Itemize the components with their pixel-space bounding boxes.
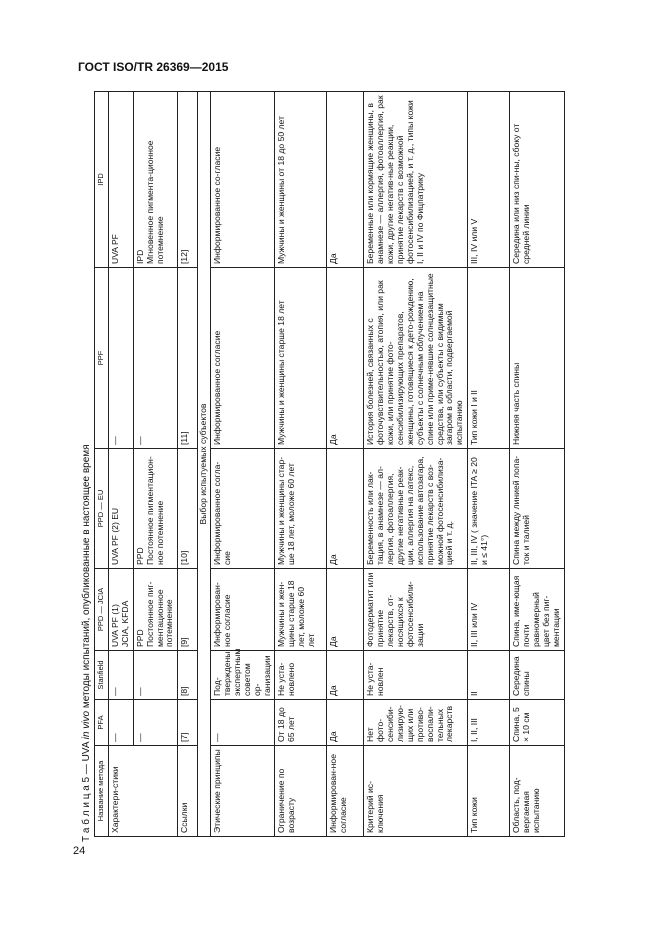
row-label-age: Ограничение по возрасту	[275, 746, 327, 837]
cell-exclusion: Беременность или лак-тация, в анамнезе — ал-лергия, фотоаллергия, другие негативные реак-ции, аллергия на латекс, использование автозагара, принятие лекарств с воз-можной фотосенсибилиза-цией и т. д.	[364, 449, 468, 569]
row-label-characteristics: Характери-стики	[109, 746, 178, 837]
rotated-table-container	[94, 92, 561, 837]
col-header-ppd-jcia: PPD — JCIA	[95, 569, 109, 651]
caption-italic: in vivo	[81, 710, 92, 740]
cell-age: Мужчины и женщины старше 18 лет	[275, 268, 327, 449]
cell-consent: Да	[327, 651, 364, 700]
cell-consent: Да	[327, 268, 364, 449]
cell-char-b: —	[133, 700, 178, 746]
table-header-row	[95, 92, 109, 837]
page-number: 24	[73, 845, 86, 857]
table-row-area	[510, 92, 564, 837]
cell-char-a: —	[109, 700, 134, 746]
cell-age: Мужчины и женщины от 18 до 50 лет	[275, 92, 327, 268]
cell-char-a: UVA PF	[109, 92, 134, 268]
row-label-consent: Информирован-ное согласие	[327, 746, 364, 837]
cell-area: Спина, 5 × 10 см	[510, 700, 564, 746]
cell-age: Мужчины и женщины стар-ше 18 лет, моложе 60 лет	[275, 449, 327, 569]
cell-char-b: PPD Постоянное пигментацион-ное потемнение	[133, 449, 178, 569]
cell-reference: [10]	[178, 449, 198, 569]
cell-ethics: Информирован-ное согласие	[211, 569, 275, 651]
cell-consent: Да	[327, 569, 364, 651]
col-header-ppd-eu: PPD — EU	[95, 449, 109, 569]
col-header-method: Название метода	[95, 746, 109, 837]
col-header-ppf: PPF	[95, 268, 109, 449]
row-label-exclusion: Критерий ис-ключения	[364, 746, 468, 837]
col-header-stanfield: Stanfield	[95, 651, 109, 700]
cell-ethics: Информированное со-гласие	[211, 92, 275, 268]
table-row-characteristics-detail	[133, 92, 178, 837]
cell-char-a: —	[109, 651, 134, 700]
row-label-area: Область, под-вергаемая испытанию	[510, 746, 564, 837]
cell-age: От 18 до 65 лет	[275, 700, 327, 746]
cell-reference: [12]	[178, 92, 198, 268]
table-caption	[81, 88, 92, 842]
cell-reference: [8]	[178, 651, 198, 700]
cell-exclusion: Беременные или кормящие женщины, в анамнезе — аллергия, фотоаллергия, рак кожи, другие негатив-ные реакции, принятие лекарств с возможной фотосенсибилизацией, и т. д., типы кожи I, II и IV по Фицпатрику	[364, 92, 468, 268]
cell-exclusion: Нет фото-сенсиби-лизирую-щих или противо-воспали-тельных лекарств	[364, 700, 468, 746]
cell-consent: Да	[327, 700, 364, 746]
cell-skin-type: II	[468, 651, 510, 700]
table-row-characteristics	[109, 92, 134, 837]
document-header-title: ГОСТ ISO/TR 26369—2015	[78, 60, 229, 74]
table-row-skin-type	[468, 92, 510, 837]
cell-char-b: IPD Мгновенное пигмента-ционное потемнение	[133, 92, 178, 268]
cell-skin-type: II, III, IV ( значение ITA ≥ 20 и ≤ 41°)	[468, 449, 510, 569]
cell-reference: [7]	[178, 700, 198, 746]
cell-skin-type: Тип кожи I и II	[468, 268, 510, 449]
cell-skin-type: I, II, III	[468, 700, 510, 746]
cell-char-b: —	[133, 651, 178, 700]
cell-char-a: —	[109, 268, 134, 449]
col-header-ipd: IPD	[95, 92, 109, 268]
cell-exclusion: Фотодерматит или принятие лекарств, от-носящихся к фотосенсибили-зации	[364, 569, 468, 651]
cell-reference: [11]	[178, 268, 198, 449]
caption-prefix: Т а б л и ц а 5 — UVA	[81, 739, 92, 842]
cell-area: Середина или низ спи-ны, сбоку от средней линии	[510, 92, 564, 268]
table-row-exclusion	[364, 92, 468, 837]
cell-ethics: Информированное согла-сие	[211, 449, 275, 569]
cell-char-b: PPD Постоянное пиг-ментационное потемнение	[133, 569, 178, 651]
caption-rest: методы испытаний, опубликованные в настоящее время	[81, 444, 92, 711]
cell-age: Не уста-новлено	[275, 651, 327, 700]
cell-consent: Да	[327, 449, 364, 569]
row-label-skin-type: Тип кожи	[468, 746, 510, 837]
uva-methods-table	[94, 91, 565, 837]
cell-ethics: Под-тверждены экспертным советом ор-ганизации	[211, 651, 275, 700]
cell-exclusion: Не уста-новлен	[364, 651, 468, 700]
section-subject-selection: Выбор испытуемых субъектов	[198, 92, 211, 837]
cell-ethics: Информированное согласие	[211, 268, 275, 449]
cell-area: Спина между линией лопа-ток и талией	[510, 449, 564, 569]
table-row-ethics	[211, 92, 275, 837]
table-row-references	[178, 92, 198, 837]
row-label-ethics: Этические принципы	[211, 746, 275, 837]
col-header-pfa: PFA	[95, 700, 109, 746]
cell-char-a: UVA PF (1) JCIA, KFDA	[109, 569, 134, 651]
cell-area: Середина спины	[510, 651, 564, 700]
cell-exclusion: История болезней, связанных с фоточувствительностью, атопия, или рак кожи, или принятие фото-сенсибилизирующих препаратов, женщины, готовящиеся к дето-рождению, субъекты с солнечным облучением на спине или приме-нявшие солнцезащитные средства, или субъекты с видимым загаром в области, подвергаемой испытанию	[364, 268, 468, 449]
cell-consent: Да	[327, 92, 364, 268]
cell-char-a: UVA PF (2) EU	[109, 449, 134, 569]
cell-age: Мужчины и жен-щины старше 18 лет, моложе 60 лет	[275, 569, 327, 651]
row-label-references: Ссылки	[178, 746, 198, 837]
table-row-age	[275, 92, 327, 837]
cell-skin-type: III, IV или V	[468, 92, 510, 268]
cell-area: Спина, име-ющая почти равномерный цвет без пиг-ментации	[510, 569, 564, 651]
cell-area: Нижняя часть спины	[510, 268, 564, 449]
cell-char-b: —	[133, 268, 178, 449]
table-section-row	[198, 92, 211, 837]
table-row-consent	[327, 92, 364, 837]
cell-reference: [9]	[178, 569, 198, 651]
cell-ethics: —	[211, 700, 275, 746]
cell-skin-type: II, III или IV	[468, 569, 510, 651]
